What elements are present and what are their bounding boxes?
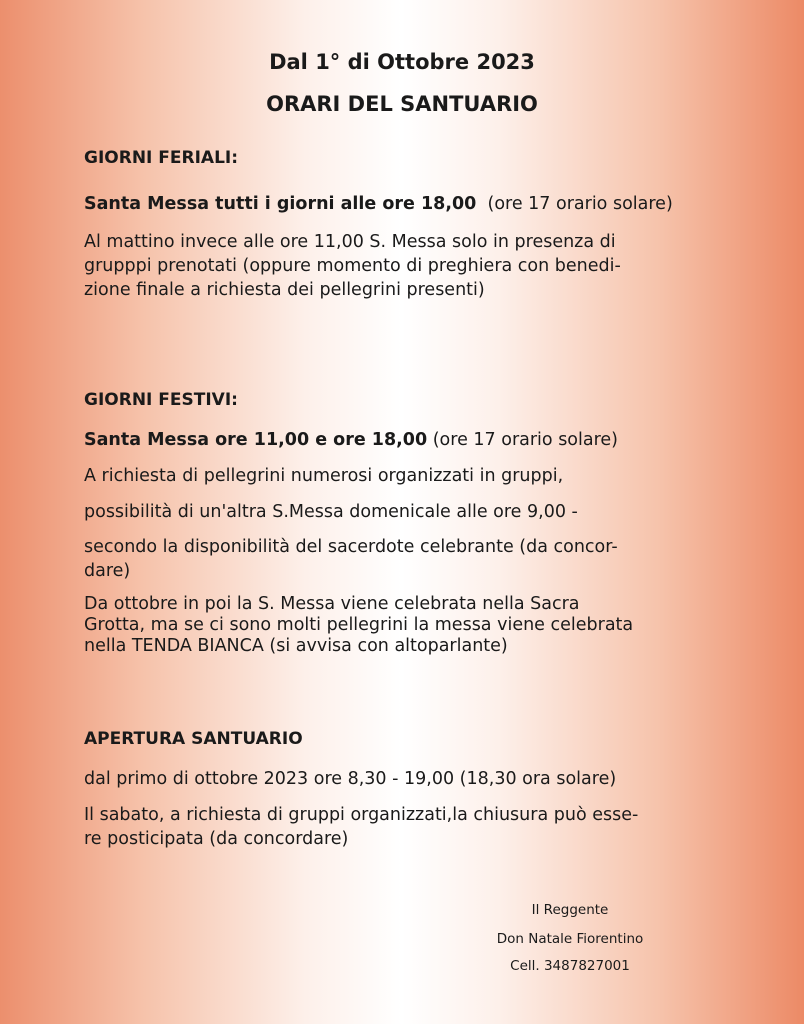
festivi-groups-line: dare) <box>84 560 131 581</box>
apertura-hours-line: dal primo di ottobre 2023 ore 8,30 - 19,00 (18,30 ora solare) <box>84 769 617 789</box>
page-title: ORARI DEL SANTUARIO <box>266 92 538 116</box>
date-line: Dal 1° di Ottobre 2023 <box>269 50 535 74</box>
festivi-october-line: Da ottobre in poi la S. Messa viene celebrata nella Sacra <box>84 594 580 614</box>
festivi-mass-times: Santa Messa ore 11,00 e ore 18,00 <box>84 430 428 450</box>
apertura-saturday-line: Il sabato, a richiesta di gruppi organizzati,la chiusura può esse- <box>84 805 639 825</box>
festivi-october-line: Grotta, ma se ci sono molti pellegrini la messa viene celebrata <box>84 615 634 635</box>
festivi-heading: GIORNI FESTIVI: <box>84 390 238 410</box>
feriali-mass-times: Santa Messa tutti i giorni alle ore 18,00 <box>84 194 477 214</box>
signature-phone: Cell. 3487827001 <box>510 958 630 974</box>
feriali-mass-line <box>84 193 734 217</box>
festivi-mass-note: (ore 17 orario solare) <box>432 430 619 450</box>
feriali-mass-note: (ore 17 orario solare) <box>487 194 673 214</box>
feriali-morning-line: zione finale a richiesta dei pellegrini presenti) <box>84 279 485 300</box>
festivi-october-line: nella TENDA BIANCA (si avvisa con altoparlante) <box>84 636 508 656</box>
feriali-morning-line: grupppi prenotati (oppure momento di preghiera con benedi- <box>84 255 621 276</box>
signature-name: Don Natale Fiorentino <box>496 931 644 947</box>
festivi-groups-line: A richiesta di pellegrini numerosi organizzati in gruppi, <box>84 466 564 486</box>
apertura-heading: APERTURA SANTUARIO <box>84 729 303 749</box>
festivi-october-paragraph <box>84 594 734 657</box>
festivi-groups-line: possibilità di un'altra S.Messa domenicale alle ore 9,00 - <box>84 502 578 522</box>
signature-role: Il Reggente <box>531 902 609 918</box>
festivi-groups-line: secondo la disponibilità del sacerdote celebrante (da concor- <box>84 537 618 557</box>
feriali-morning-line: Al mattino invece alle ore 11,00 S. Messa solo in presenza di <box>84 232 616 252</box>
festivi-mass-line <box>84 429 734 453</box>
festivi-groups-paragraph <box>84 536 734 584</box>
feriali-heading: GIORNI FERIALI: <box>84 148 239 168</box>
apertura-saturday-paragraph <box>84 804 734 852</box>
feriali-morning-paragraph <box>84 231 734 302</box>
apertura-saturday-line: re posticipata (da concordare) <box>84 828 349 849</box>
